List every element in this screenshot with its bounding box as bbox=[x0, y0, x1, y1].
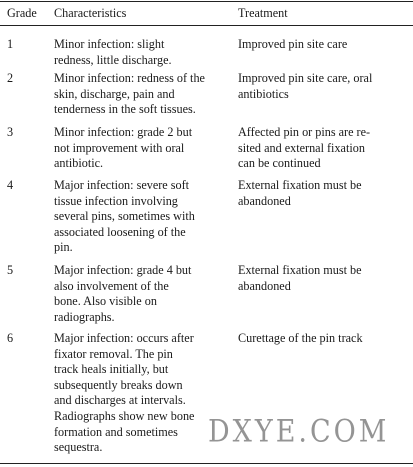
table-top-rule bbox=[0, 1, 413, 2]
cell-characteristics: Minor infection: redness of the skin, discharge, pain and tenderness in the soft tissues. bbox=[54, 71, 205, 117]
watermark: DXYE.COM bbox=[208, 414, 390, 450]
cell-characteristics: Major infection: grade 4 but also involvement of the bone. Also visible on radiographs. bbox=[54, 263, 192, 324]
cell-grade: 2 bbox=[7, 71, 14, 85]
cell-characteristics: Major infection: severe soft tissue infection involving several pins, sometimes with associated loosening of the pin. bbox=[54, 178, 195, 255]
cell-treatment: External fixation must be abandoned bbox=[238, 178, 362, 208]
header-grade: Grade bbox=[7, 6, 37, 20]
cell-treatment: Improved pin site care bbox=[238, 37, 348, 51]
table-header-rule bbox=[0, 25, 413, 26]
cell-characteristics: Minor infection: grade 2 but not improvement with oral antibiotic. bbox=[54, 125, 193, 171]
cell-grade: 5 bbox=[7, 263, 14, 277]
cell-grade: 4 bbox=[7, 178, 14, 192]
cell-treatment: Affected pin or pins are re- sited and external fixation can be continued bbox=[238, 125, 371, 171]
cell-grade: 3 bbox=[7, 125, 14, 139]
cell-characteristics: Major infection: occurs after fixator removal. The pin track heals initially, but subsequently breaks down and discharges at intervals. Radiographs show new bone formation and sometimes sequestra. bbox=[54, 331, 195, 455]
cell-treatment: External fixation must be abandoned bbox=[238, 263, 362, 293]
cell-treatment: Curettage of the pin track bbox=[238, 331, 363, 345]
cell-characteristics: Minor infection: slight redness, little discharge. bbox=[54, 37, 172, 67]
header-characteristics: Characteristics bbox=[54, 6, 127, 20]
cell-grade: 1 bbox=[7, 37, 14, 51]
cell-grade: 6 bbox=[7, 331, 14, 345]
header-treatment: Treatment bbox=[238, 6, 288, 20]
cell-treatment: Improved pin site care, oral antibiotics bbox=[238, 71, 373, 101]
table-bottom-rule bbox=[0, 463, 413, 464]
